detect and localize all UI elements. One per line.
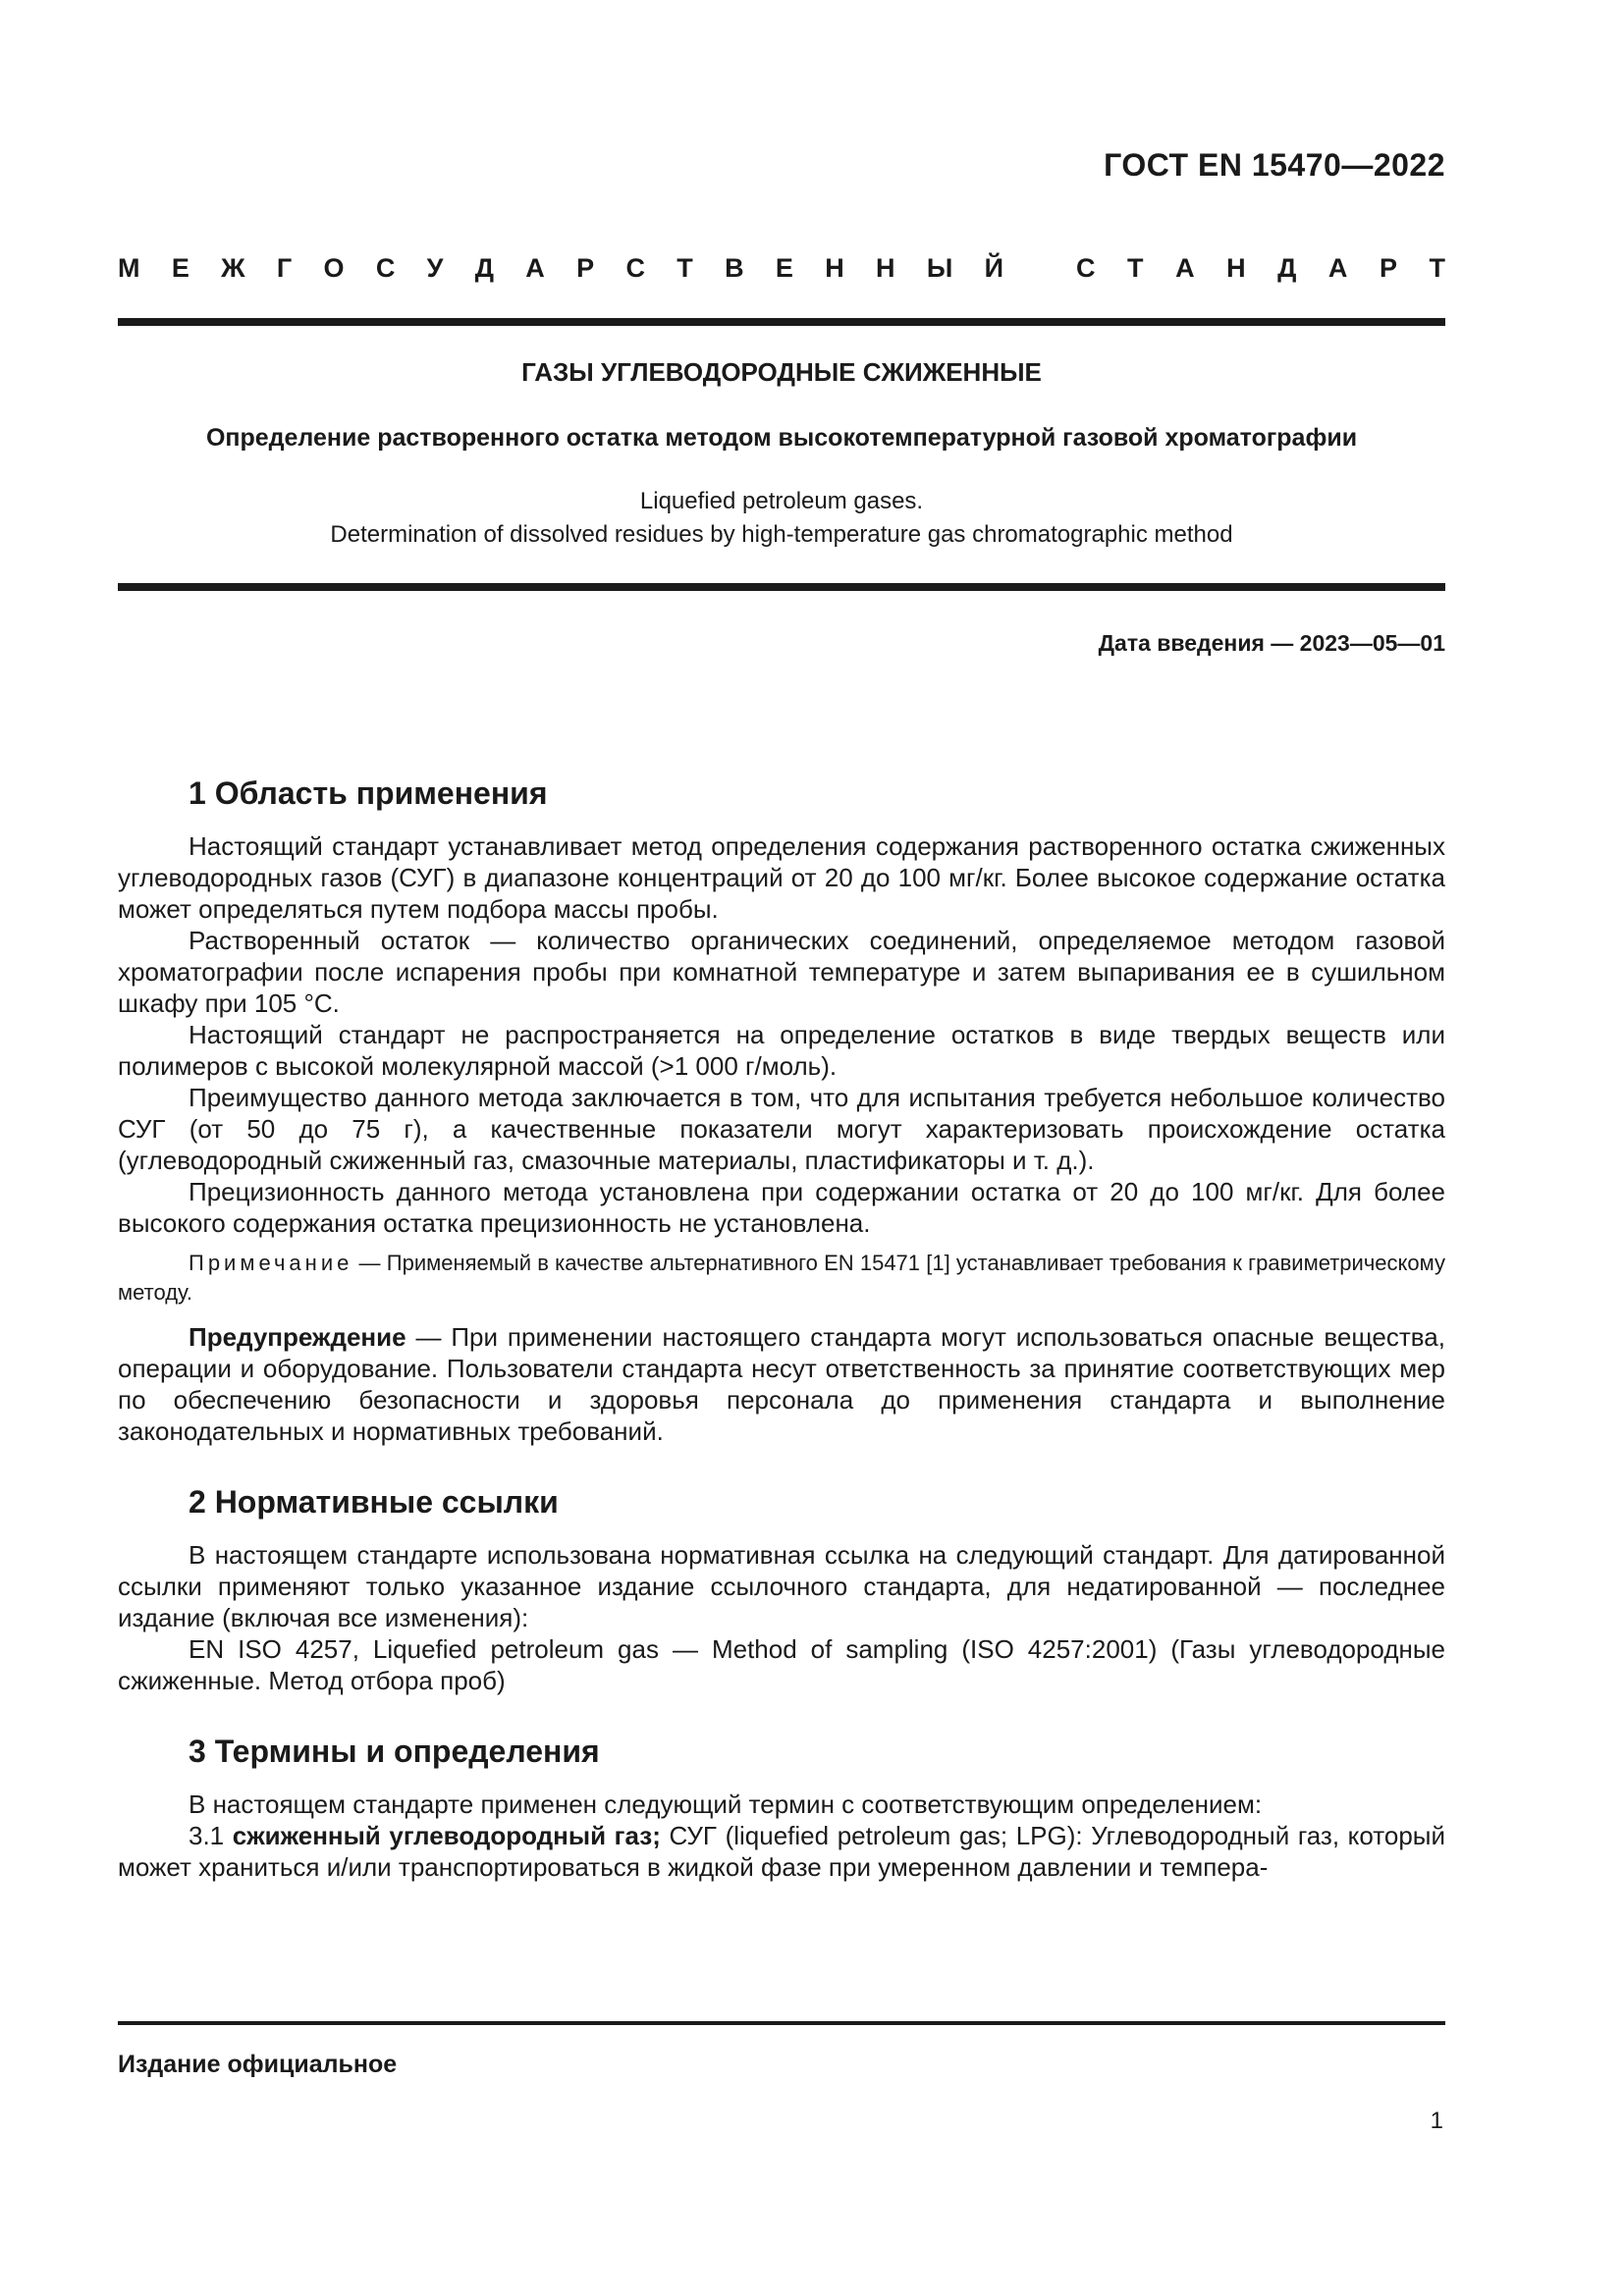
- paragraph: EN ISO 4257, Liquefied petroleum gas — Method of sampling (ISO 4257:2001) (Газы углеводородные сжиженные. Метод отбора проб): [118, 1634, 1445, 1695]
- section-heading: 3 Термины и определения: [189, 1734, 600, 1769]
- edition-label: Издание официальное: [118, 2051, 398, 2078]
- header-rule: [118, 318, 1445, 326]
- page-number: 1: [1430, 2108, 1443, 2134]
- interstate-standard-banner: [118, 253, 1445, 284]
- title-rule: [118, 583, 1445, 591]
- footer-rule: [118, 2021, 1445, 2025]
- note-text: — Применяемый в качестве альтернативного EN 15471 [1] устанавливает требования к гравиметрическому методу.: [118, 1251, 1445, 1305]
- paragraph: Настоящий стандарт устанавливает метод определения содержания растворенного остатка сжиженных углеводородных газов (СУГ) в диапазоне концентраций от 20 до 100 мг/кг. Более высокое содержание остатка может определяться путем подбора массы пробы.: [118, 831, 1445, 924]
- english-title: [118, 485, 1445, 552]
- warning-text: — При применении настоящего стандарта могут использоваться опасные вещества, операции и оборудование. Пользователи стандарта несут ответственность за принятие соответствующих мер по обеспечению безопасности и здоровья персонала до применения стандарта и выполнение законодательных и нормативных требований.: [118, 1322, 1445, 1446]
- paragraph: В настоящем стандарте применен следующий термин с соответствующим определением:: [189, 1789, 1263, 1819]
- document-title: ГАЗЫ УГЛЕВОДОРОДНЫЕ СЖИЖЕННЫЕ: [521, 357, 1042, 387]
- paragraph: Прецизионность данного метода установлена при содержании остатка от 20 до 100 мг/кг. Для более высокого содержания остатка прецизионность не установлена.: [118, 1177, 1445, 1238]
- term-number: 3.1: [189, 1821, 233, 1850]
- section-heading: 2 Нормативные ссылки: [189, 1484, 559, 1520]
- introduction-date: Дата введения — 2023—05—01: [1098, 630, 1445, 656]
- term-text: СУГ (liquefied petroleum gas; LPG): Углеводородный газ, который может храниться и/или транспортироваться в жидкой фазе при умеренном давлении и темпера-: [118, 1821, 1445, 1882]
- document-number: ГОСТ EN 15470—2022: [1104, 147, 1445, 183]
- term-definition: [118, 1820, 1445, 1883]
- english-title-line: Determination of dissolved residues by high-temperature gas chromatographic method: [330, 521, 1233, 548]
- note-label: Примечание: [189, 1251, 353, 1275]
- paragraph: Преимущество данного метода заключается в том, что для испытания требуется небольшое количество СУГ (от 50 до 75 г), а качественные показатели могут характеризовать происхождение остатка (углеводородный сжиженный газ, смазочные материалы, пластификаторы и т. д.).: [118, 1083, 1445, 1175]
- section-heading: 1 Область применения: [189, 775, 548, 811]
- term-name: сжиженный углеводородный газ;: [232, 1821, 661, 1850]
- paragraph: Растворенный остаток — количество органических соединений, определяемое методом газовой хроматографии после испарения пробы при комнатной температуре и затем выпаривания ее в сушильном шкафу при 105 °C.: [118, 926, 1445, 1018]
- paragraph: В настоящем стандарте использована нормативная ссылка на следующий стандарт. Для датированной ссылки применяют только указанное издание ссылочного стандарта, для недатированной — последнее издание (включая все изменения):: [118, 1540, 1445, 1632]
- english-title-line: Liquefied petroleum gases.: [639, 488, 924, 514]
- paragraph: Настоящий стандарт не распространяется на определение остатков в виде твердых веществ или полимеров с высокой молекулярной массой (>1 000 г/моль).: [118, 1020, 1445, 1081]
- interstate-word: М Е Ж Г О С У Д А Р С Т В Е Н Н Ы Й: [118, 253, 1003, 283]
- warning-label: Предупреждение: [189, 1322, 406, 1352]
- standard-word: С Т А Н Д А Р Т: [1076, 253, 1445, 283]
- document-body: [118, 774, 1445, 1883]
- warning: [118, 1321, 1445, 1447]
- document-subtitle: Определение растворенного остатка методом высокотемпературной газовой хроматографии: [205, 424, 1358, 452]
- note: [118, 1249, 1445, 1308]
